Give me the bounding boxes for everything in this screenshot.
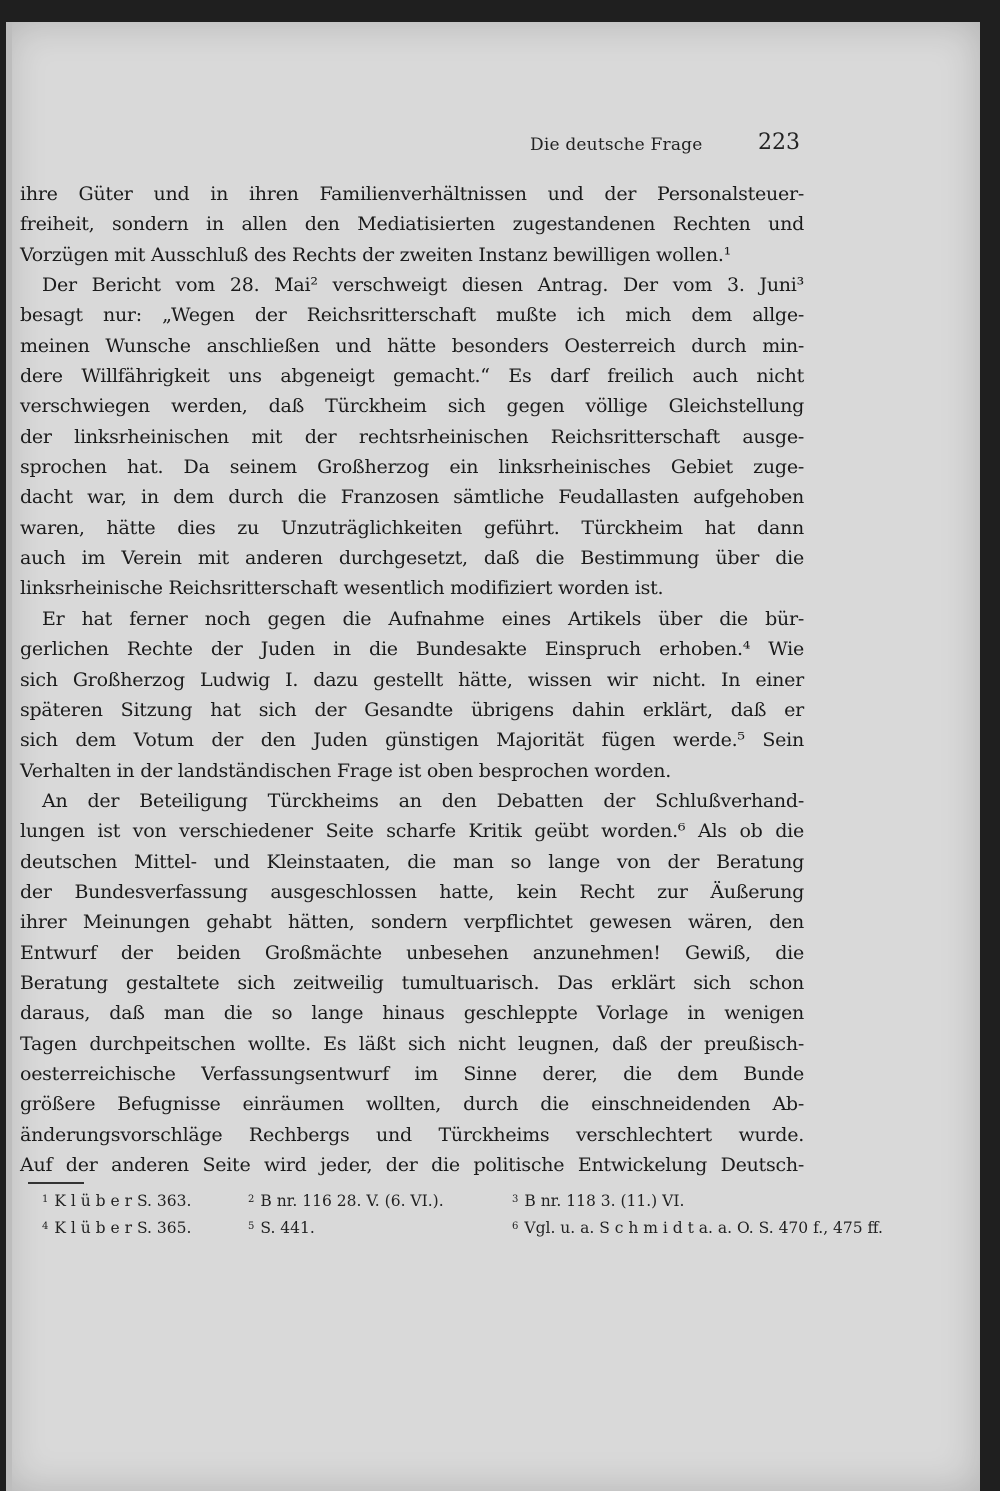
footnote-text: Vgl. u. a. S c h m i d t a. a. O. S. 470 f., 475 ff. bbox=[524, 1219, 883, 1237]
footnote bbox=[42, 1213, 191, 1242]
footnote-row bbox=[42, 1186, 802, 1213]
text-line: freiheit, sondern in allen den Mediatisierten zugestandenen Rechten und bbox=[20, 213, 804, 236]
text-line: der Bundesverfassung ausgeschlossen hatte, kein Recht zur Äußerung bbox=[20, 880, 804, 903]
text-line: Entwurf der beiden Großmächte unbesehen anzunehmen! Gewiß, die bbox=[20, 941, 804, 964]
text-line: späteren Sitzung hat sich der Gesandte übrigens dahin erklärt, daß er bbox=[20, 698, 804, 721]
footnote-text: B nr. 116 28. V. (6. VI.). bbox=[260, 1192, 444, 1210]
text-line: meinen Wunsche anschließen und hätte besonders Oesterreich durch min- bbox=[20, 334, 804, 357]
text-line: waren, hätte dies zu Unzuträglichkeiten geführt. Türckheim hat dann bbox=[20, 516, 804, 539]
text-line: ihrer Meinungen gehabt hätten, sondern verpflichtet gewesen wären, den bbox=[20, 911, 804, 934]
text-line: gerlichen Rechte der Juden in die Bundesakte Einspruch erhoben.⁴ Wie bbox=[20, 638, 804, 661]
text-line: Vorzügen mit Ausschluß des Rechts der zweiten Instanz bewilligen wollen.¹ bbox=[20, 243, 732, 266]
footnote-text: K l ü b e r S. 365. bbox=[54, 1219, 192, 1237]
text-line: sprochen hat. Da seinem Großherzog ein linksrheinisches Gebiet zuge- bbox=[20, 456, 804, 479]
text-line: der linksrheinischen mit der rechtsrheinischen Reichsritterschaft ausge- bbox=[20, 425, 804, 448]
footnote-number: 1 bbox=[42, 1194, 49, 1205]
text-line: besagt nur: „Wegen der Reichsritterschaft mußte ich mich dem allge- bbox=[20, 304, 804, 327]
text-line: lungen ist von verschiedener Seite scharfe Kritik geübt worden.⁶ Als ob die bbox=[20, 820, 804, 843]
text-line: oesterreichische Verfassungsentwurf im Sinne derer, die dem Bunde bbox=[20, 1062, 804, 1085]
body-text bbox=[20, 179, 804, 1180]
footnote-number: 6 bbox=[512, 1221, 519, 1232]
text-line: ihre Güter und in ihren Familienverhältnissen und der Personalsteuer- bbox=[20, 183, 804, 205]
footnote bbox=[248, 1213, 315, 1242]
text-line: daraus, daß man die so lange hinaus geschleppte Vorlage in wenigen bbox=[20, 1002, 804, 1025]
footnote bbox=[512, 1186, 684, 1215]
running-title: Die deutsche Frage bbox=[530, 135, 703, 155]
text-line: größere Befugnisse einräumen wollten, durch die einschneidenden Ab- bbox=[20, 1093, 804, 1116]
footnotes bbox=[42, 1186, 883, 1240]
footnote-text: K l ü b e r S. 363. bbox=[54, 1192, 192, 1210]
footnote-row bbox=[42, 1213, 883, 1240]
footnote-number: 4 bbox=[42, 1221, 49, 1232]
text-line: Auf der anderen Seite wird jeder, der die politische Entwickelung Deutsch- bbox=[20, 1154, 804, 1176]
text-line: An der Beteiligung Türckheims an den Debatten der Schlußverhand- bbox=[42, 789, 804, 812]
footnote-number: 3 bbox=[512, 1194, 519, 1205]
text-line: Der Bericht vom 28. Mai² verschweigt diesen Antrag. Der vom 3. Juni³ bbox=[42, 274, 804, 297]
text-line: änderungsvorschläge Rechbergs und Türckheims verschlechtert wurde. bbox=[20, 1123, 804, 1146]
text-line: Verhalten in der landständischen Frage ist oben besprochen worden. bbox=[20, 759, 671, 782]
footnote bbox=[512, 1213, 883, 1242]
text-line: Tagen durchpeitschen wollte. Es läßt sich nicht leugnen, daß der preußisch- bbox=[20, 1032, 804, 1055]
text-line: dacht war, in dem durch die Franzosen sämtliche Feudallasten aufgehoben bbox=[20, 486, 804, 509]
footnote-rule bbox=[28, 1182, 84, 1184]
book-page bbox=[6, 22, 980, 1491]
text-line: sich dem Votum der den Juden günstigen Majorität fügen werde.⁵ Sein bbox=[20, 729, 804, 752]
footnote bbox=[42, 1186, 191, 1215]
footnote bbox=[248, 1186, 444, 1215]
text-line: sich Großherzog Ludwig I. dazu gestellt hätte, wissen wir nicht. In einer bbox=[20, 668, 804, 691]
text-line: linksrheinische Reichsritterschaft wesentlich modifiziert worden ist. bbox=[20, 577, 664, 600]
text-line: dere Willfährigkeit uns abgeneigt gemacht.“ Es darf freilich auch nicht bbox=[20, 365, 804, 388]
footnote-number: 2 bbox=[248, 1194, 255, 1205]
running-head bbox=[530, 132, 800, 160]
footnote-text: S. 441. bbox=[260, 1219, 315, 1237]
text-line: Er hat ferner noch gegen die Aufnahme eines Artikels über die bür- bbox=[42, 607, 804, 630]
footnote-number: 5 bbox=[248, 1221, 255, 1232]
text-line: auch im Verein mit anderen durchgesetzt, daß die Bestimmung über die bbox=[20, 547, 804, 570]
text-line: Beratung gestaltete sich zeitweilig tumultuarisch. Das erklärt sich schon bbox=[20, 971, 804, 994]
text-line: deutschen Mittel- und Kleinstaaten, die man so lange von der Beratung bbox=[20, 850, 804, 873]
text-line: verschwiegen werden, daß Türckheim sich gegen völlige Gleichstellung bbox=[20, 395, 804, 418]
footnote-text: B nr. 118 3. (11.) VI. bbox=[524, 1192, 685, 1210]
page-number: 223 bbox=[758, 130, 800, 155]
